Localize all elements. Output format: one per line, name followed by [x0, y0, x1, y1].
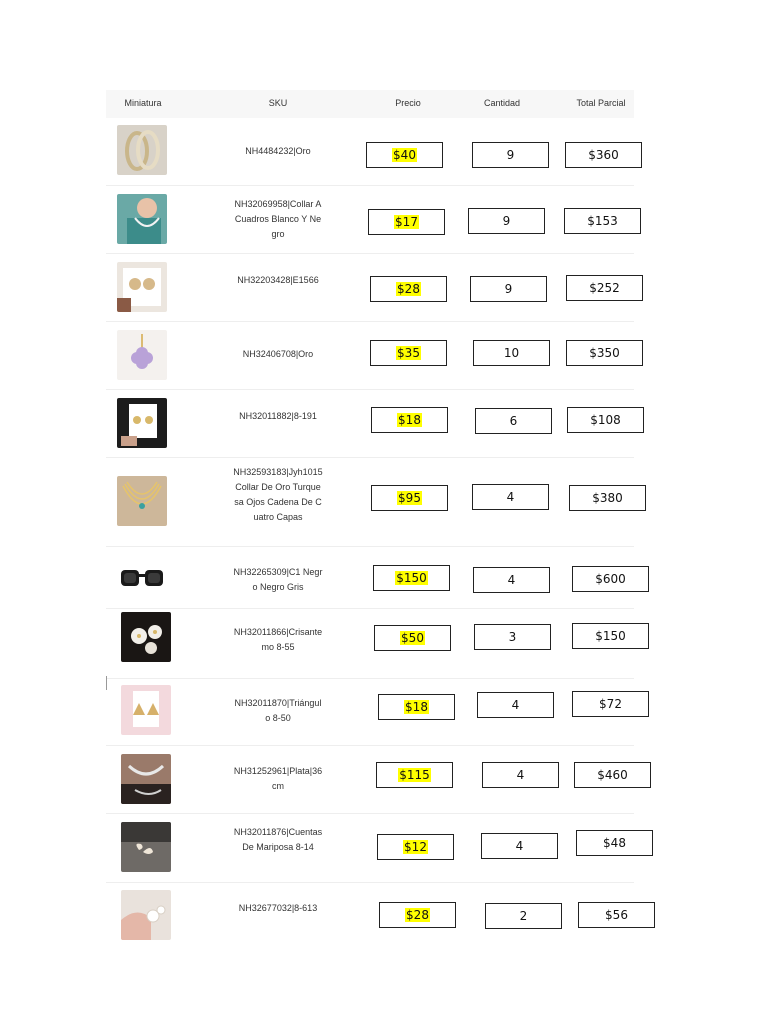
subtotal-field: [569, 485, 646, 511]
price-field: [373, 565, 450, 591]
earrings-card-thumbnail: [117, 262, 167, 312]
subtotal-field: [566, 340, 643, 366]
table-row: [106, 253, 634, 322]
price-field: [368, 209, 445, 235]
subtotal-field: [572, 623, 649, 649]
sku-text: NH32677032|8-613: [238, 903, 318, 913]
price-field: [379, 902, 456, 928]
sku-text: NH32203428|E1566: [237, 275, 319, 285]
table-row: [106, 546, 634, 609]
butterfly-earrings-thumbnail: [121, 822, 171, 872]
table-row: [106, 321, 634, 390]
layered-chain-thumbnail: [117, 476, 167, 526]
quantity-value: 10: [503, 346, 520, 360]
sku-text: NH32406708|Oro: [242, 349, 314, 359]
quantity-field: [477, 692, 554, 718]
stud-earrings-thumbnail: [117, 398, 167, 448]
subtotal-field: [572, 691, 649, 717]
subtotal-value: $252: [589, 281, 620, 295]
header-subtotal: Total Parcial: [576, 98, 626, 108]
header-price: Precio: [395, 98, 421, 108]
subtotal-field: [572, 566, 649, 592]
price-field: [378, 694, 455, 720]
table-row: [106, 389, 634, 458]
table-row: [106, 882, 634, 948]
subtotal-field: [578, 902, 655, 928]
price-field: [366, 142, 443, 168]
price-field: [370, 340, 447, 366]
quantity-field: [473, 340, 550, 366]
quantity-field: [472, 142, 549, 168]
price-value: $95: [398, 491, 421, 505]
price-field: [374, 625, 451, 651]
header-thumbnail: Miniatura: [124, 98, 162, 108]
silver-choker-thumbnail: [121, 754, 171, 804]
sku-text: NH32069958|Collar A Cuadros Blanco Y Negro: [234, 199, 322, 239]
clover-pendant-thumbnail: [117, 330, 167, 380]
sku-text: NH32011876|Cuentas De Mariposa 8-14: [233, 827, 323, 852]
quantity-field: [472, 484, 549, 510]
price-value: $28: [397, 282, 420, 296]
header-sku: SKU: [268, 98, 288, 108]
subtotal-value: $56: [605, 908, 628, 922]
table-row: [106, 745, 634, 814]
sunglasses-thumbnail: [117, 552, 167, 602]
quantity-value: 3: [508, 630, 517, 644]
subtotal-value: $48: [603, 836, 626, 850]
price-value: $17: [395, 215, 418, 229]
header-quantity: Cantidad: [483, 98, 521, 108]
price-field: [371, 407, 448, 433]
subtotal-value: $153: [587, 214, 618, 228]
table-row: [106, 608, 634, 679]
sku-text: NH32011866|Crisantemo 8-55: [233, 627, 323, 652]
subtotal-field: [566, 275, 643, 301]
quantity-value: 2: [519, 909, 528, 923]
price-value: $150: [396, 571, 427, 585]
price-field: [371, 485, 448, 511]
price-field: [376, 762, 453, 788]
subtotal-value: $108: [590, 413, 621, 427]
subtotal-value: $380: [592, 491, 623, 505]
subtotal-field: [576, 830, 653, 856]
sku-text: NH31252961|Plata|36cm: [233, 766, 323, 791]
flower-earrings-thumbnail: [121, 612, 171, 662]
quantity-value: 4: [516, 768, 525, 782]
subtotal-value: $600: [595, 572, 626, 586]
price-value: $50: [401, 631, 424, 645]
price-value: $12: [404, 840, 427, 854]
quantity-value: 9: [506, 148, 515, 162]
table-header: [106, 90, 634, 118]
hoop-earrings-thumbnail: [117, 125, 167, 175]
table-row: [106, 813, 634, 883]
price-field: [377, 834, 454, 860]
quantity-field: [482, 762, 559, 788]
subtotal-value: $360: [588, 148, 619, 162]
quantity-field: [485, 903, 562, 929]
subtotal-field: [574, 762, 651, 788]
quantity-value: 4: [515, 839, 524, 853]
quantity-field: [481, 833, 558, 859]
table-row: [106, 185, 634, 254]
sku-text: NH32593183|Jyh1015 Collar De Oro Turquesa Ojos Cadena De Cuatro Capas: [233, 467, 323, 522]
quantity-field: [470, 276, 547, 302]
sku-text: NH32265309|C1 Negro Negro Gris: [233, 567, 323, 592]
subtotal-value: $150: [595, 629, 626, 643]
quantity-value: 6: [509, 414, 518, 428]
subtotal-value: $350: [589, 346, 620, 360]
quantity-value: 4: [511, 698, 520, 712]
sku-text: NH32011870|Triángulo 8-50: [234, 698, 322, 723]
price-value: $40: [393, 148, 416, 162]
table-row: [106, 457, 634, 547]
subtotal-field: [565, 142, 642, 168]
quantity-value: 9: [504, 282, 513, 296]
quantity-value: 9: [502, 214, 511, 228]
quantity-field: [473, 567, 550, 593]
subtotal-field: [564, 208, 641, 234]
subtotal-value: $72: [599, 697, 622, 711]
price-value: $35: [397, 346, 420, 360]
table-row: [106, 678, 634, 746]
price-value: $18: [398, 413, 421, 427]
subtotal-value: $460: [597, 768, 628, 782]
subtotal-field: [567, 407, 644, 433]
quantity-value: 4: [506, 490, 515, 504]
price-value: $18: [405, 700, 428, 714]
price-field: [370, 276, 447, 302]
quantity-field: [475, 408, 552, 434]
quantity-field: [468, 208, 545, 234]
sku-text: NH4484232|Oro: [245, 146, 311, 156]
necklace-model-thumbnail: [117, 194, 167, 244]
price-value: $115: [399, 768, 430, 782]
quantity-field: [474, 624, 551, 650]
quantity-value: 4: [507, 573, 516, 587]
pearl-earring-thumbnail: [121, 890, 171, 940]
triangle-earrings-thumbnail: [121, 685, 171, 735]
table-row: [106, 118, 634, 186]
sku-text: NH32011882|8-191: [239, 411, 317, 421]
price-value: $28: [406, 908, 429, 922]
